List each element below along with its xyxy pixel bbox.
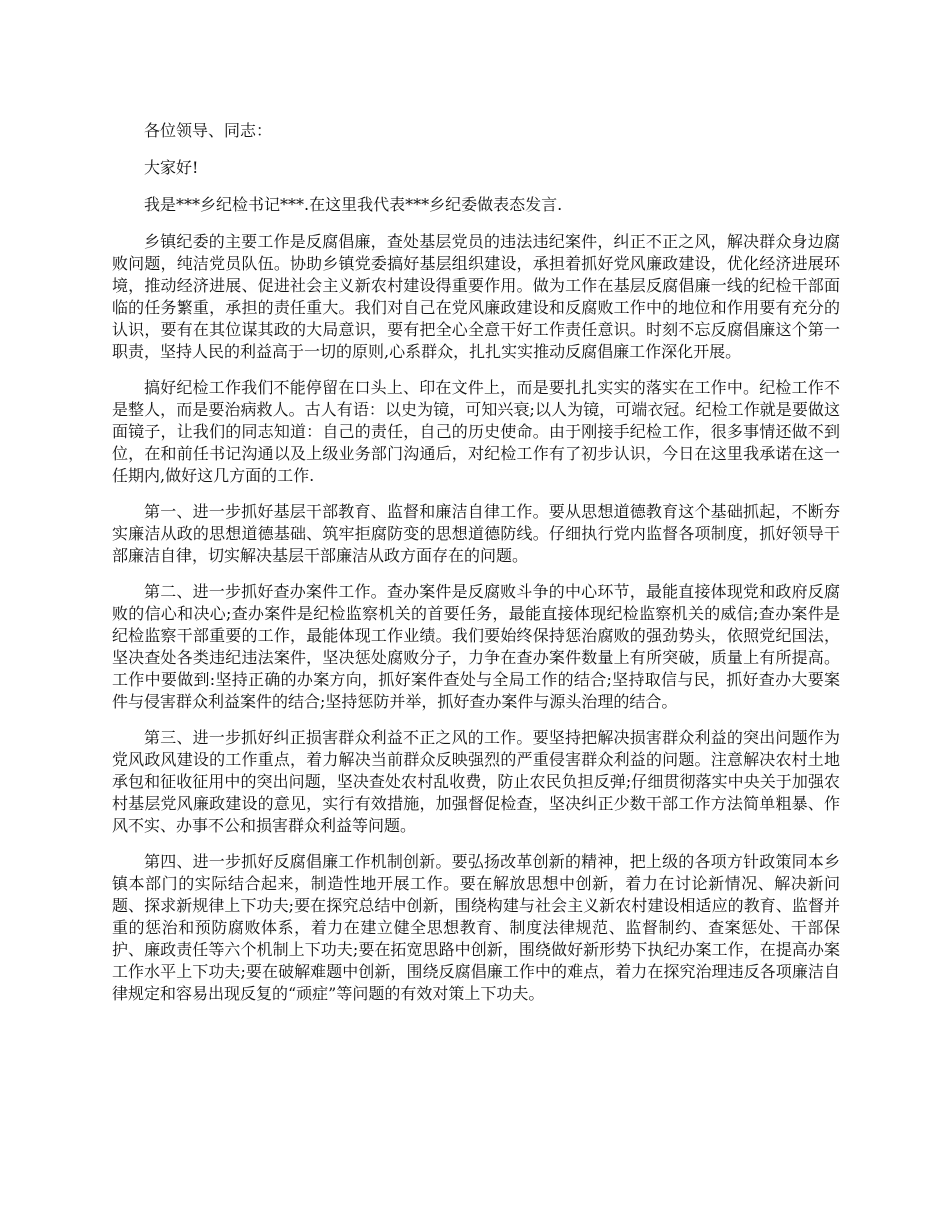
greeting-line: 各位领导、同志： — [144, 121, 273, 140]
paragraph-commitment: 搞好纪检工作我们不能停留在口头上、印在文件上，而是要扎扎实实的落实在工作中。纪检工作不是整人，而是要治病救人。古人有语：以史为镜，可知兴衰;以人为镜，可端衣冠。纪检工作就是要做这面镜子，让我们的同志知道：自己的责任，自己的历史使命。由于刚接手纪检工作，很多事情还做不到位，在和前任书记沟通以及上级业务部门沟通后，对纪检工作有了初步认识，今日在这里我承诺在这一任期内,做好这几方面的工作. — [112, 378, 840, 485]
paragraph-point-three: 第三、进一步抓好纠正损害群众利益不正之风的工作。要坚持把解决损害群众利益的突出问题作为党风政风建设的工作重点，着力解决当前群众反映强烈的严重侵害群众利益的问题。注意解决农村土地承包和征收征用中的突出问题，坚决查处农村乱收费，防止农民负担反弹;仔细贯彻落实中央关于加强农村基层党风廉政建设的意见，实行有效措施，加强督促检查，坚决纠正少数干部工作方法简单粗暴、作风不实、办事不公和损害群众利益等问题。 — [112, 728, 840, 835]
paragraph-point-four: 第四、进一步抓好反腐倡廉工作机制创新。要弘扬改革创新的精神，把上级的各项方针政策同本乡镇本部门的实际结合起来，制造性地开展工作。要在解放思想中创新，着力在讨论新情况、解决新问题、探求新规律上下功夫;要在探究总结中创新，围绕构建与社会主义新农村建设相适应的教育、监督并重的惩治和预防腐败体系，着力在建立健全思想教育、制度法律规范、监督制约、查案惩处、干部保护、廉政责任等六个机制上下功夫;要在拓宽思路中创新，围绕做好新形势下执纪办案工作，在提高办案工作水平上下功夫;要在破解难题中创新，围绕反腐倡廉工作中的难点，着力在探究治理违反各项廉洁自律规定和容易出现反复的“顽症”等问题的有效对策上下功夫。 — [112, 852, 840, 1003]
hello-line: 大家好! — [144, 158, 199, 177]
document-page — [112, 120, 840, 1019]
intro-line: 我是***乡纪检书记***.在这里我代表***乡纪委做表态发言. — [144, 195, 563, 214]
paragraph-point-one: 第一、进一步抓好基层干部教育、监督和廉洁自律工作。要从思想道德教育这个基础抓起，不断夯实廉洁从政的思想道德基础、筑牢拒腐防变的思想道德防线。仔细执行党内监督各项制度，抓好领导干部廉洁自律，切实解决基层干部廉洁从政方面存在的问题。 — [112, 502, 840, 565]
paragraph-point-two: 第二、进一步抓好查办案件工作。查办案件是反腐败斗争的中心环节，最能直接体现党和政府反腐败的信心和决心;查办案件是纪检监察机关的首要任务，最能直接体现纪检监察机关的威信;查办案件是纪检监察干部重要的工作，最能体现工作业绩。我们要始终保持惩治腐败的强劲势头，依照党纪国法，坚决查处各类违纪违法案件，坚决惩处腐败分子，力争在查办案件数量上有所突破，质量上有所提高。工作中要做到:坚持正确的办案方向，抓好案件查处与全局工作的结合;坚持取信与民，抓好查办大要案件与侵害群众利益案件的结合;坚持惩防并举，抓好查办案件与源头治理的结合。 — [112, 582, 840, 711]
paragraph-duties: 乡镇纪委的主要工作是反腐倡廉，查处基层党员的违法违纪案件，纠正不正之风，解决群众身边腐败问题，纯洁党员队伍。协助乡镇党委搞好基层组织建设，承担着抓好党风廉政建设，优化经济进展环境，推动经济进展、促进社会主义新农村建设得重要作用。做为工作在基层反腐倡廉一线的纪检干部面临的任务繁重，承担的责任重大。我们对自己在党风廉政建设和反腐败工作中的地位和作用要有充分的认识，要有在其位谋其政的大局意识，要有把全心全意干好工作责任意识。时刻不忘反腐倡廉这个第一职责，坚持人民的利益高于一切的原则,心系群众，扎扎实实推动反腐倡廉工作深化开展。 — [112, 232, 840, 361]
